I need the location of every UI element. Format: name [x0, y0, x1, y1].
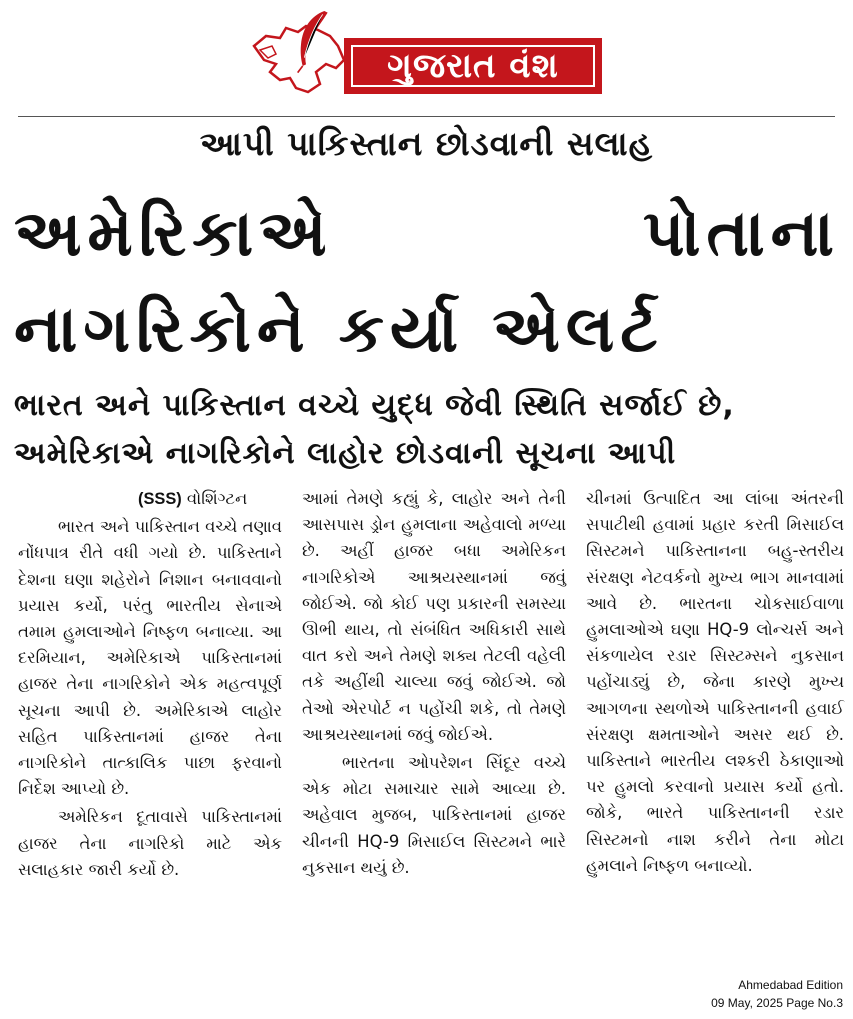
- header-divider: [18, 116, 835, 117]
- column-2-paragraph-1: આમાં તેમણે કહ્યું કે, લાહોર અને તેની આસપાસ ડ્રોન હુમલાના અહેવાલો મળ્યા છે. અહીં હાજર બધા અમેરિકન નાગરિકોએ આશ્રયસ્થાનમાં જવું જોઈએ. જો કોઈ પણ પ્રકારની સમસ્યા ઊભી થાય, તો સંબંધિત અધિકારી સાથે વાત કરો અને તેમણે શક્ય તેટલી વહેલી તકે અહીંથી ચાલ્યા જવું જોઈએ. જો તેઓ એરપોર્ટ ન પહોંચી શકે, તો તેમણે આશ્રયસ્થાનમાં જવું જોઈએ.: [302, 489, 566, 744]
- article-column-1: [18, 486, 282, 883]
- masthead: [0, 0, 853, 112]
- column-1-paragraph-1: ભારત અને પાકિસ્તાન વચ્ચે તણાવ નોંધપાત્ર રીતે વધી ગયો છે. પાકિસ્તાને દેશના ઘણા શહેરોને નિશાન બનાવવાનો પ્રયાસ કર્યો, પરંતુ ભારતીય સેનાએ તમામ હુમલાઓને નિષ્ફળ બનાવ્યા. આ દરમિયાન, અમેરિકાએ પાકિસ્તાનમાં હાજર તેના નાગરિકોને એક મહત્વપૂર્ણ સૂચના આપી છે. અમેરિકાએ લાહોર સહિત પાકિસ્તાનમાં હાજર તેના નાગરિકોને તાત્કાલિક પાછા ફરવાનો નિર્દેશ આપ્યો છે.: [18, 517, 282, 799]
- quill-feather-icon: [286, 6, 336, 76]
- column-2-paragraph-2: ભારતના ઓપરેશન સિંદૂર વચ્ચે એક મોટા સમાચાર સામે આવ્યા છે. અહેવાલ મુજબ, પાકિસ્તાનમાં હાજર ચીનની HQ-9 મિસાઈલ સિસ્ટમને ભારે નુકસાન થયું છે.: [302, 753, 566, 877]
- dateline-city: વોશિંગ્ટન: [181, 489, 248, 508]
- headline-word-own: પોતાના: [642, 197, 840, 271]
- logo-banner: [344, 38, 602, 94]
- article-column-3: [586, 486, 844, 879]
- article-kicker: આપી પાકિસ્તાન છોડવાની સલાહ: [199, 124, 654, 163]
- dateline-source: (SSS): [138, 490, 182, 508]
- newspaper-logo[interactable]: [246, 6, 606, 98]
- column-3-paragraph-1: ચીનમાં ઉત્પાદિત આ લાંબા અંતરની સપાટીથી હવામાં પ્રહાર કરતી મિસાઈલ સિસ્ટમને પાકિસ્તાનના બહુ-સ્તરીય સંરક્ષણ નેટવર્કનો મુખ્ય ભાગ માનવામાં આવે છે. ભારતના ચોકસાઈવાળા હુમલાઓએ ઘણા HQ-9 લોન્ચર્સ અને સંકળાયેલ રડાર સિસ્ટમ્સને નુકસાન પહોંચાડ્યું છે, જેના કારણે મુખ્ય આગળના સ્થળોએ પાકિસ્તાનની હવાઈ સંરક્ષણ ક્ષમતાઓને અસર થઈ છે. પાકિસ્તાને ભારતીય લશ્કરી ઠેકાણાઓ પર હુમલો કરવાનો પ્રયાસ કર્યો હતો. જોકે, ભારતે પાકિસ્તાનની રડાર સિસ્ટમનો નાશ કરીને તેના મોટા હુમલાને નિષ્ફળ બનાવ્યો.: [586, 489, 844, 875]
- date-page-label: 09 May, 2025 Page No.3: [711, 996, 843, 1010]
- edition-label: Ahmedabad Edition: [738, 978, 843, 992]
- article-deck-line2: અમેરિકાએ નાગરિકોને લાહોર છોડવાની સૂચના આપી: [14, 436, 677, 471]
- column-1-paragraph-2: અમેરિકન દૂતાવાસે પાકિસ્તાનમાં હાજર તેના નાગરિકો માટે એક સલાહકાર જારી કર્યો છે.: [18, 807, 282, 879]
- article-headline-line2: નાગરિકોને કર્યા એલર્ટ: [14, 293, 664, 367]
- logo-text: ગુજરાત વંશ: [351, 45, 595, 87]
- article-headline-line1: [14, 194, 840, 274]
- article-column-2: [302, 486, 566, 881]
- article-deck-line1: ભારત અને પાકિસ્તાન વચ્ચે યુદ્ધ જેવી સ્થિતિ સર્જાઈ છે,: [14, 388, 735, 423]
- dateline: [18, 486, 282, 512]
- headline-word-america: અમેરિકાએ: [14, 197, 333, 271]
